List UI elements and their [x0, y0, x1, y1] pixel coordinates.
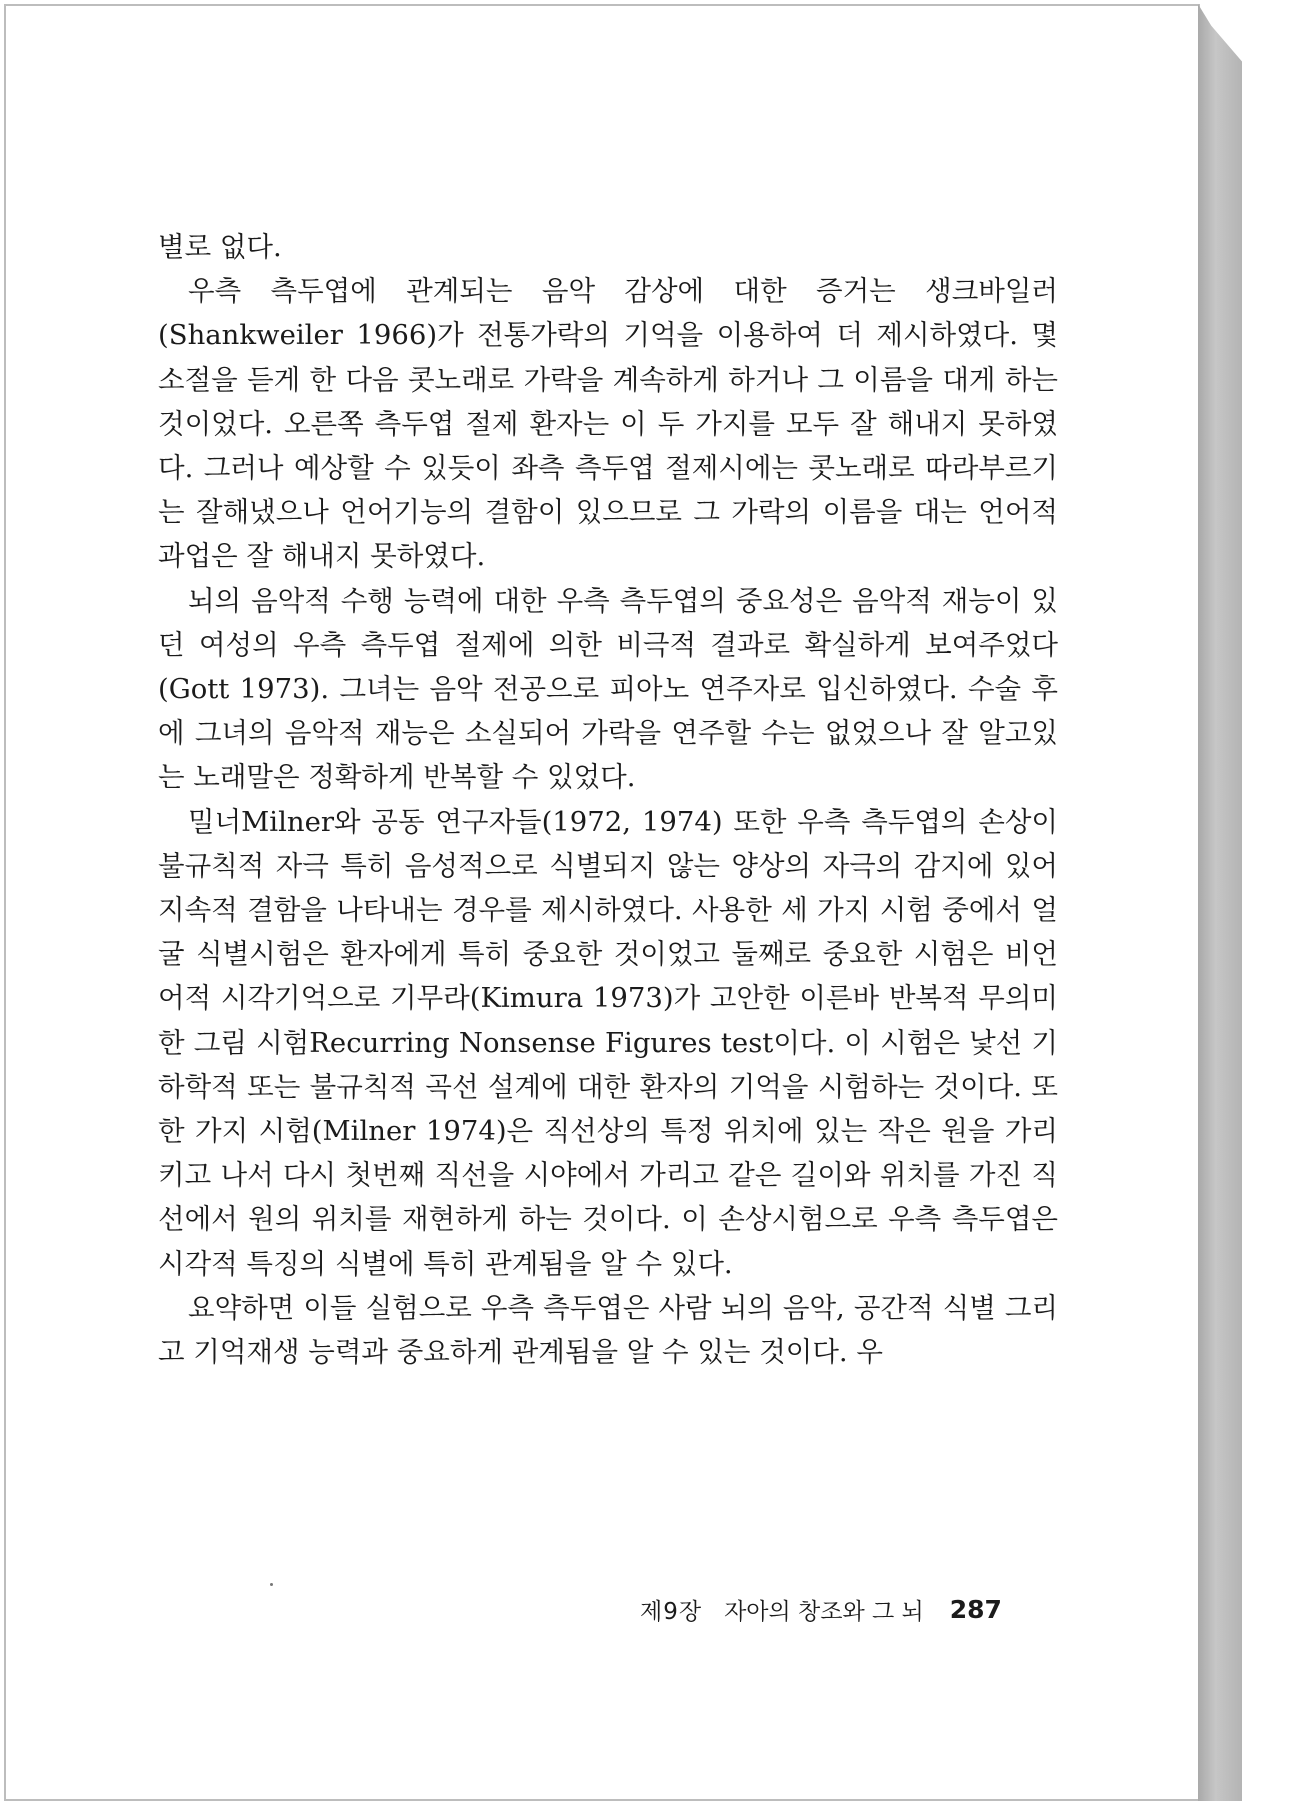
- paragraph-1: 별로 없다.: [158, 231, 282, 263]
- body-text: [158, 225, 1058, 1374]
- page-stack-edge: [1198, 4, 1242, 1801]
- paragraph-4: 밀너Milner와 공동 연구자들(1972, 1974) 또한 우측 측두엽의 손상이 불규칙적 자극 특히 음성적으로 식별되지 않는 양상의 자극의 감지에 있어 지속적 결함을 나타내는 경우를 제시하였다. 사용한 세 가지 시험 중에서 얼굴 식별시험은 환자에게 특히 중요한 것이었고 둘째로 중요한 시험은 비언어적 시각기억으로 기무라(Kimura 1973)가 고안한 이른바 반복적 무의미한 그림 시험Recurring Nonsense Figures test이다. 이 시험은 낯선 기하학적 또는 불규칙적 곡선 설계에 대한 환자의 기억을 시험하는 것이다. 또 한 가지 시험(Milner 1974)은 직선상의 특정 위치에 있는 작은 원을 가리키고 나서 다시 첫번째 직선을 시야에서 가리고 같은 길이와 위치를 가진 직선에서 원의 위치를 재현하게 하는 것이다. 이 손상시험으로 우측 측두엽은 시각적 특징의 식별에 특히 관계됨을 알 수 있다.: [158, 805, 1059, 1280]
- chapter-title: 자아의 창조와 그 뇌: [724, 1598, 924, 1625]
- paragraph-3: 뇌의 음악적 수행 능력에 대한 우측 측두엽의 중요성은 음악적 재능이 있던 여성의 우측 측두엽 절제에 의한 비극적 결과로 확실하게 보여주었다(Gott 1973). 그녀는 음악 전공으로 피아노 연주자로 입신하였다. 수술 후에 그녀의 음악적 재능은 소실되어 가락을 연주할 수는 없었으나 잘 알고있는 노래말은 정확하게 반복할 수 있었다.: [158, 584, 1058, 794]
- paragraph-2: 우측 측두엽에 관계되는 음악 감상에 대한 증거는 생크바일러(Shankweiler 1966)가 전통가락의 기억을 이용하여 더 제시하였다. 몇 소절을 듣게 한 다음 콧노래로 가락을 계속하게 하거나 그 이름을 대게 하는 것이었다. 오른쪽 측두엽 절제 환자는 이 두 가지를 모두 잘 해내지 못하였다. 그러나 예상할 수 있듯이 좌측 측두엽 절제시에는 콧노래로 따라부르기는 잘해냈으나 언어기능의 결함이 있으므로 그 가락의 이름을 대는 언어적 과업은 잘 해내지 못하였다.: [158, 275, 1058, 573]
- chapter-label: 제9장: [640, 1598, 703, 1625]
- paragraph-5: 요약하면 이들 실험으로 우측 측두엽은 사람 뇌의 음악, 공간적 식별 그리고 기억재생 능력과 중요하게 관계됨을 알 수 있는 것이다. 우: [158, 1291, 1058, 1369]
- page-footer: [640, 1589, 1040, 1629]
- page-speck: [270, 1583, 273, 1586]
- page-number: 287: [949, 1594, 1002, 1624]
